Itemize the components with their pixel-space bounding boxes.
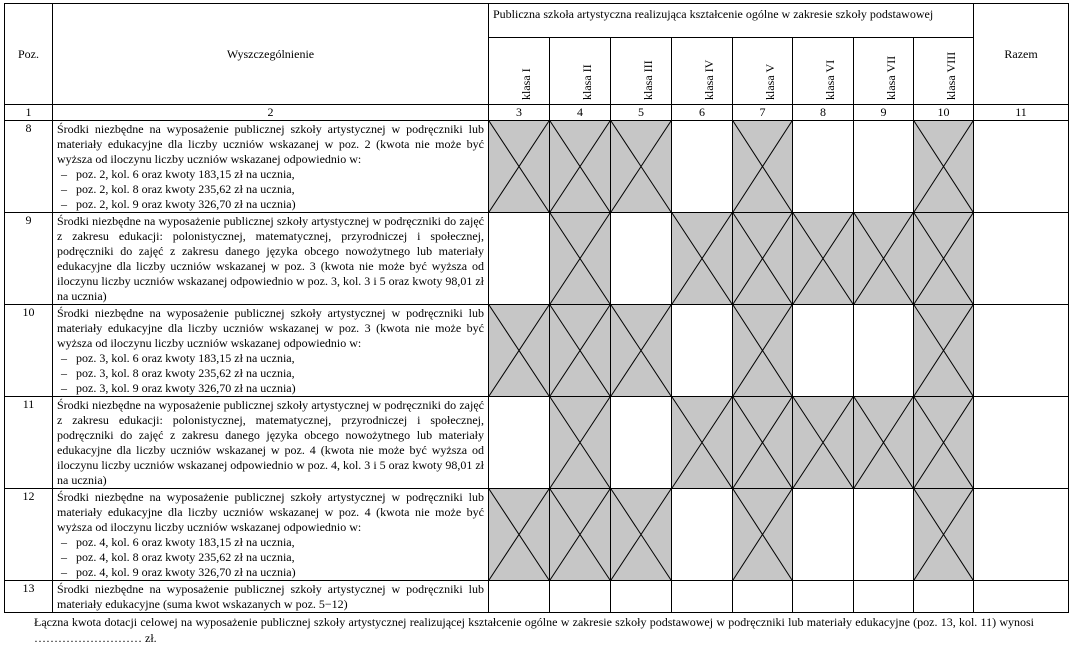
class-label: klasa IV: [702, 59, 716, 100]
description-list-item: – poz. 3, kol. 6 oraz kwoty 183,15 zł na ucznia,: [61, 351, 295, 365]
crossed-out-cell: [733, 489, 793, 581]
crossed-out-cell: [733, 397, 793, 489]
crossed-out-cell: [489, 489, 550, 581]
header-specification: Wyszczególnienie: [53, 4, 489, 105]
header-class-3: [611, 38, 672, 105]
entry-cell[interactable]: [611, 581, 672, 613]
column-number: 4: [550, 105, 611, 121]
description-list-item: – poz. 2, kol. 9 oraz kwoty 326,70 zł na ucznia): [61, 197, 296, 211]
description-text: Środki niezbędne na wyposażenie publicznej szkoły artystycznej w podręczniki lub materiały edukacyjne dla liczby uczniów wskazanej w poz. 2 (kwota nie może być wyższa od iloczynu liczby uczniów wskazanej odpowiednio w:: [57, 122, 484, 166]
table-row: [5, 305, 1069, 397]
column-number: 11: [974, 105, 1069, 121]
crossed-out-cell: [914, 213, 974, 305]
crossed-out-cell: [550, 121, 611, 213]
entry-cell[interactable]: [489, 581, 550, 613]
description-text: Środki niezbędne na wyposażenie publicznej szkoły artystycznej w podręczniki lub materiały edukacyjne (suma kwot wskazanych w poz. 5−12): [57, 582, 484, 611]
column-number: 8: [793, 105, 854, 121]
total-cell[interactable]: [974, 213, 1069, 305]
row-description: [53, 581, 489, 613]
table-row: [5, 121, 1069, 213]
total-cell[interactable]: [974, 397, 1069, 489]
entry-cell[interactable]: [611, 397, 672, 489]
entry-cell[interactable]: [854, 121, 914, 213]
class-label: klasa VI: [823, 59, 837, 100]
description-text: Środki niezbędne na wyposażenie publicznej szkoły artystycznej w podręczniki do zajęć z zakresu edukacji: polonistycznej, matematycznej, przyrodniczej i społecznej, podręczniki do zajęć z zakresu danego języka obcego nowożytnego lub materiały edukacyjne dla liczby uczniów wskazanej w poz. 3 (kwota nie może być wyższa od iloczynu liczby uczniów wskazanej odpowiednio w poz. 3, kol. 3 i 5 oraz kwoty 98,01 zł na ucznia): [57, 214, 484, 303]
entry-cell[interactable]: [793, 121, 854, 213]
row-position: 8: [5, 121, 53, 213]
description-text: Środki niezbędne na wyposażenie publicznej szkoły artystycznej w podręczniki lub materiały edukacyjne dla liczby uczniów wskazanej w poz. 4 (kwota nie może być wyższa od iloczynu liczby uczniów wskazanej odpowiednio w:: [57, 490, 484, 534]
crossed-out-cell: [611, 121, 672, 213]
description-list-item: – poz. 3, kol. 8 oraz kwoty 235,62 zł na ucznia,: [61, 366, 295, 380]
crossed-out-cell: [914, 305, 974, 397]
header-class-5: [733, 38, 793, 105]
entry-cell[interactable]: [793, 489, 854, 581]
header-poz: Poz.: [5, 4, 53, 105]
crossed-out-cell: [914, 397, 974, 489]
crossed-out-cell: [854, 213, 914, 305]
header-class-4: [672, 38, 733, 105]
row-position: 9: [5, 213, 53, 305]
crossed-out-cell: [914, 489, 974, 581]
table-row: [5, 213, 1069, 305]
table-row: [5, 397, 1069, 489]
entry-cell[interactable]: [611, 213, 672, 305]
entry-cell[interactable]: [733, 581, 793, 613]
row-position: 10: [5, 305, 53, 397]
column-number: 2: [53, 105, 489, 121]
crossed-out-cell: [793, 213, 854, 305]
class-label: klasa VII: [883, 55, 898, 100]
header-class-2: [550, 38, 611, 105]
crossed-out-cell: [550, 213, 611, 305]
entry-cell[interactable]: [672, 581, 733, 613]
row-description: [53, 121, 489, 213]
crossed-out-cell: [672, 213, 733, 305]
column-number: 3: [489, 105, 550, 121]
class-label: klasa II: [580, 64, 594, 100]
description-list-item: – poz. 2, kol. 8 oraz kwoty 235,62 zł na ucznia,: [61, 182, 295, 196]
description-list-item: – poz. 2, kol. 6 oraz kwoty 183,15 zł na ucznia,: [61, 167, 295, 181]
crossed-out-cell: [611, 305, 672, 397]
entry-cell[interactable]: [672, 121, 733, 213]
row-description: [53, 397, 489, 489]
total-subsidy-statement: Łączna kwota dotacji celowej na wyposażenie publicznej szkoły artystycznej realizującej kształcenie ogólne w zakresie szkoły podstawowej w podręczniki lub materiały edukacyjne (poz. 13, kol. 11) wynosi ……………………… zł.: [34, 615, 1034, 645]
class-label: klasa VIII: [943, 51, 958, 100]
crossed-out-cell: [793, 397, 854, 489]
column-number: 6: [672, 105, 733, 121]
total-cell[interactable]: [974, 305, 1069, 397]
column-number: 5: [611, 105, 672, 121]
crossed-out-cell: [733, 121, 793, 213]
description-list-item: – poz. 4, kol. 8 oraz kwoty 235,62 zł na ucznia,: [61, 550, 295, 564]
subsidy-table: [4, 3, 1069, 613]
description-list-item: – poz. 4, kol. 6 oraz kwoty 183,15 zł na ucznia,: [61, 535, 295, 549]
crossed-out-cell: [489, 305, 550, 397]
column-number: 10: [914, 105, 974, 121]
entry-cell[interactable]: [672, 489, 733, 581]
description-text: Środki niezbędne na wyposażenie publicznej szkoły artystycznej w podręczniki do zajęć z zakresu edukacji: polonistycznej, matematycznej, przyrodniczej i społecznej, podręczniki do zajęć z zakresu danego języka obcego nowożytnego lub materiały edukacyjne dla liczby uczniów wskazanej w poz. 4 (kwota nie może być wyższa od iloczynu liczby uczniów wskazanej odpowiednio w poz. 4, kol. 3 i 5 oraz kwoty 98,01 zł na ucznia): [57, 398, 484, 487]
crossed-out-cell: [550, 397, 611, 489]
entry-cell[interactable]: [793, 581, 854, 613]
class-label: klasa III: [641, 60, 655, 100]
crossed-out-cell: [550, 305, 611, 397]
header-class-8: [914, 38, 974, 105]
entry-cell[interactable]: [550, 581, 611, 613]
row-position: 13: [5, 581, 53, 613]
crossed-out-cell: [733, 213, 793, 305]
row-position: 11: [5, 397, 53, 489]
crossed-out-cell: [489, 121, 550, 213]
table-row: [5, 489, 1069, 581]
crossed-out-cell: [733, 305, 793, 397]
total-cell[interactable]: [974, 489, 1069, 581]
entry-cell[interactable]: [489, 213, 550, 305]
total-cell[interactable]: [974, 121, 1069, 213]
column-number: 7: [733, 105, 793, 121]
entry-cell[interactable]: [854, 581, 914, 613]
entry-cell[interactable]: [914, 581, 974, 613]
class-label: klasa V: [762, 63, 777, 100]
row-position: 12: [5, 489, 53, 581]
table-row: [5, 581, 1069, 613]
class-label: klasa I: [519, 68, 533, 100]
header-total: Razem: [974, 4, 1069, 105]
entry-cell[interactable]: [672, 305, 733, 397]
header-class-7: [854, 38, 914, 105]
crossed-out-cell: [550, 489, 611, 581]
column-number: 1: [5, 105, 53, 121]
entry-cell[interactable]: [489, 397, 550, 489]
crossed-out-cell: [854, 397, 914, 489]
crossed-out-cell: [914, 121, 974, 213]
row-description: [53, 305, 489, 397]
row-description: [53, 489, 489, 581]
crossed-out-cell: [611, 489, 672, 581]
description-list-item: – poz. 4, kol. 9 oraz kwoty 326,70 zł na ucznia): [61, 565, 296, 579]
entry-cell[interactable]: [854, 305, 914, 397]
description-text: Środki niezbędne na wyposażenie publicznej szkoły artystycznej w podręczniki lub materiały edukacyjne dla liczby uczniów wskazanej w poz. 3 (kwota nie może być wyższa od iloczynu liczby uczniów wskazanej odpowiednio w:: [57, 306, 484, 350]
header-class-6: [793, 38, 854, 105]
total-cell[interactable]: [974, 581, 1069, 613]
crossed-out-cell: [672, 397, 733, 489]
header-school-group: Publiczna szkoła artystyczna realizująca kształcenie ogólne w zakresie szkoły podstawowej: [489, 4, 974, 38]
header-class-1: [489, 38, 550, 105]
entry-cell[interactable]: [793, 305, 854, 397]
description-list-item: – poz. 3, kol. 9 oraz kwoty 326,70 zł na ucznia): [61, 381, 296, 395]
entry-cell[interactable]: [854, 489, 914, 581]
row-description: [53, 213, 489, 305]
column-number: 9: [854, 105, 914, 121]
